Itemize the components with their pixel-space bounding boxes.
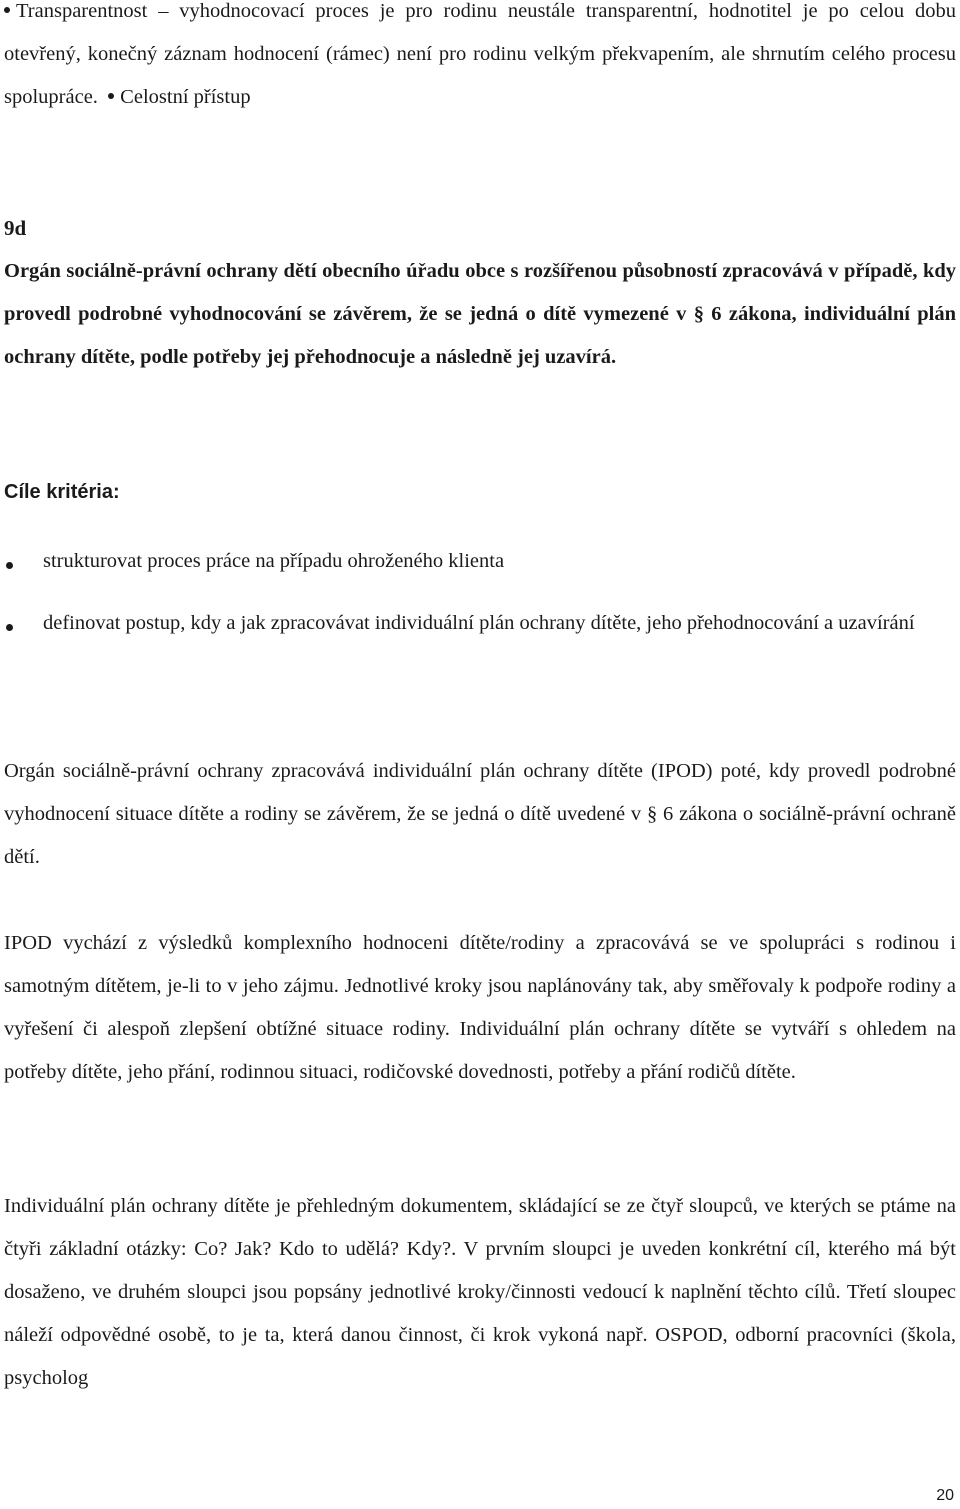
bullet-icon	[4, 7, 10, 13]
bullet-icon	[6, 624, 13, 631]
transparency-lead: Transparentnost	[16, 0, 148, 22]
goals-heading: Cíle kritéria:	[4, 481, 120, 503]
page-number: 20	[936, 1487, 954, 1504]
body-paragraph: Individuální plán ochrany dítěte je přehledným dokumentem, skládající se ze čtyř sloupců, ve kterých se ptáme na čtyři základní otázky: Co? Jak? Kdo to udělá? Kdy?. V prvním sloupci je uveden konkrétní cíl, kterého má být dosaženo, ve druhém sloupci jsou popsány jednotlivé kroky/činnosti vedoucí k naplnění těchto cílů. Třetí sloupec náleží odpovědné osobě, to je ta, která danou činnost, či krok vykoná např. OSPOD, odborní pracovníci (škola, psycholog	[4, 1195, 956, 1389]
bullet-icon	[6, 562, 13, 569]
transparency-text: – vyhodnocovací proces je pro rodinu neustále transparentní, hodnotitel je po celou dobu otevřený, konečný záznam hodnocení (rámec) není pro rodinu velkým překvapením, ale shrnutím celého procesu spolupráce.	[4, 0, 956, 108]
body-paragraph: IPOD vychází z výsledků komplexního hodnoceni dítěte/rodiny a zpracovává se ve spolupráci s rodinou i samotným dítětem, je-li to v jeho zájmu. Jednotlivé kroky jsou naplánovány tak, aby směřovaly k podpoře rodiny a vyřešení či alespoň zlepšení obtížné situace rodiny. Individuální plán ochrany dítěte se vytváří s ohledem na potřeby dítěte, jeho přání, rodinnou situaci, rodičovské dovednosti, potřeby a přání rodičů dítěte.	[4, 932, 956, 1083]
transparency-paragraph	[4, 0, 956, 119]
goal-item	[4, 602, 956, 688]
goal-item-text: definovat postup, kdy a jak zpracovávat individuální plán ochrany dítěte, jeho přehodnocování a uzavírání	[43, 612, 915, 634]
goal-item	[4, 540, 956, 583]
bullet-icon	[108, 93, 114, 99]
body-paragraph: Orgán sociálně-právní ochrany zpracovává individuální plán ochrany dítěte (IPOD) poté, kdy provedl podrobné vyhodnocení situace dítěte a rodiny se závěrem, že se jedná o dítě uvedené v § 6 zákona o sociálně-právní ochraně dětí.	[4, 760, 956, 868]
section-number: 9d	[4, 216, 27, 240]
standard-text: Orgán sociálně-právní ochrany dětí obecního úřadu obce s rozšířenou působností zpracovává v případě, kdy provedl podrobné vyhodnocování se závěrem, že se jedná o dítě vymezené v § 6 zákona, individuální plán ochrany dítěte, podle potřeby jej přehodnocuje a následně jej uzavírá.	[4, 260, 956, 368]
goal-item-text: strukturovat proces práce na případu ohroženého klienta	[43, 550, 505, 572]
holistic-approach-item: Celostní přístup	[120, 86, 251, 108]
